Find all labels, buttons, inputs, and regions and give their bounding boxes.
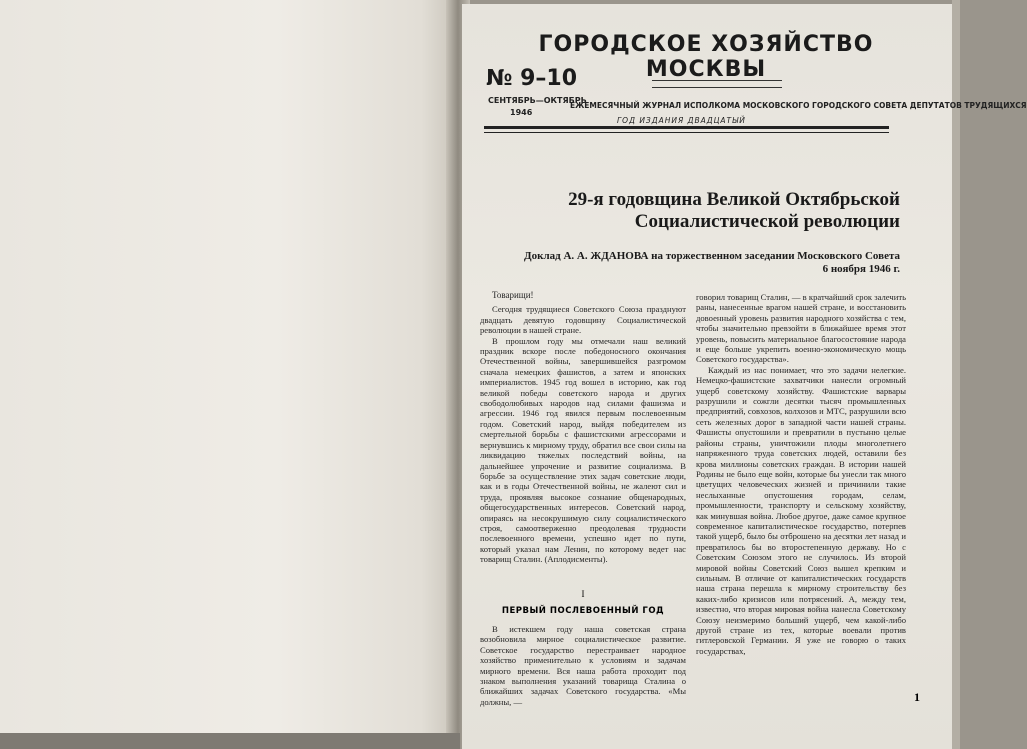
paragraph: В прошлом году мы отмечали наш великий праздник вскоре после победоносного окончания Отечественной войны, завершившейся разгромом сначала немецких фашистов, а затем и японских империалистов. 1945 год вошел в историю, как год великой победы советского народа и других свободолюбивых народов над силами фашизма и агрессии. 1946 год явился первым послевоенным годом. Советский народ, выйдя победителем из смертельной борьбы с фашистскими агрессорами и вернувшись к мирному труду, обратил все свои силы на ликвидацию тяжелых последствий войны, на дальнейшее упрочение и развитие социализма. В борьбе за осуществление этих задач советские люди, как и в годы Отечественной войны, не жалеют сил и труда, проявляя высокое сознание общенародных, общегосударственных интересов. Советский народ, опираясь на несокрушимую силу социалистического строя, самоотверженно преодолевая трудности послевоенного времени, успешно идет по пути, который указал нам Ленин, по которому ведет нас товарищ Сталин. (Аплодисменты).	[480, 335, 686, 565]
journal-subtitle: ЕЖЕМЕСЯЧНЫЙ ЖУРНАЛ ИСПОЛКОМА МОСКОВСКОГО ГОРОДСКОГО СОВЕТА ДЕПУТАТОВ ТРУДЯЩИХСЯ	[570, 101, 1027, 110]
issue-months: СЕНТЯБРЬ—ОКТЯБРЬ	[488, 96, 587, 105]
left-blank-page	[0, 0, 458, 749]
headline-line-1: 29-я годовщина Великой Октябрьской	[568, 189, 900, 210]
masthead-rule-thick	[484, 126, 889, 129]
section-numeral: I	[581, 589, 585, 599]
masthead-rule-thin	[484, 132, 889, 133]
issue-number: № 9–10	[486, 66, 578, 91]
report-line-2: 6 ноября 1946 г.	[822, 263, 900, 275]
article-headline	[480, 189, 900, 233]
paragraph: говорил товарищ Сталин, — в кратчайший срок залечить раны, нанесенные врагом нашей стране, и восстановить довоенный уровень развития народного хозяйства с тем, чтобы значительно превзойти в ближайшее время этот уровень, повысить материальное благосостояние народа и еще больше укрепить военно-экономическую мощь Советского государства».	[696, 292, 906, 365]
greeting: Товарищи!	[492, 290, 534, 300]
journal-title: ГОРОДСКОЕ ХОЗЯЙСТВО МОСКВЫ	[538, 32, 874, 82]
paragraph: Каждый из нас понимает, что это задачи нелегкие. Немецко-фашистские захватчики нанесли огромный ущерб советскому хозяйству. Фашистские варвары разрушили и сожгли десятки тысяч промышленных предприятий, совхозов, колхозов и МТС, разрушили всю сеть железных дорог в западной части нашей страны. Фашисты опустошили и превратили в пустыню целые районы страны, уничтожили плоды многолетнего напряженного труда советских людей, оставили без крова миллионы советских граждан. В истории нашей Родины не было еще войн, которые бы унесли так много цветущих человеческих жизней и причинили такие неслыханные опустошения городам, селам, промышленности, транспорту и сельскому хозяйству, как минувшая война. Любое другое, даже самое крупное современное капиталистическое государство, потерпев такой ущерб, было бы отброшено на десятки лет назад и превратилось бы во второстепенную державу. Но с Советским Союзом этого не случилось. Из второй мировой войны Советский Союз вышел крепким и сильным. В отличие от капиталистических государств наша страна перешла к мирному строительству без каких-либо кризисов или потрясений. А, между тем, известно, что вторая мировая война нанесла Советскому Союзу неизмеримо больший ущерб, чем какой-либо другой стране из тех, которые воевали против гитлеровской Германии. Я уже не говорю о таких государствах,	[696, 364, 906, 656]
issue-year: 1946	[510, 108, 533, 117]
paragraph: В истекшем году наша советская страна возобновила мирное социалистическое развитие. Советское государство перестраивает народное хозяйство применительно к условиям и задачам мирного времени. Вся наша работа проходит под знаком выполнения указаний товарища Сталина о ближайших задачах Советского государства. «Мы должны, —	[480, 624, 686, 707]
text-column-left	[480, 290, 686, 565]
section-heading: ПЕРВЫЙ ПОСЛЕВОЕННЫЙ ГОД	[501, 606, 665, 616]
table-surface	[0, 733, 460, 749]
text-column-left-lower	[480, 624, 686, 707]
report-byline	[502, 250, 900, 276]
masthead-ornament	[652, 80, 782, 88]
text-column-right	[696, 292, 906, 656]
headline-line-2: Социалистической революции	[634, 211, 900, 232]
journal-page	[462, 4, 1027, 749]
report-line-1: Доклад А. А. ЖДАНОВА на торжественном заседании Московского Совета	[524, 250, 900, 262]
paragraph: Сегодня трудящиеся Советского Союза празднуют двадцать девятую годовщину Социалистической революции в нашей стране.	[480, 304, 686, 336]
publication-year: ГОД ИЗДАНИЯ ДВАДЦАТЫЙ	[617, 116, 746, 125]
page-edge	[952, 0, 960, 749]
page-number: 1	[914, 690, 920, 704]
